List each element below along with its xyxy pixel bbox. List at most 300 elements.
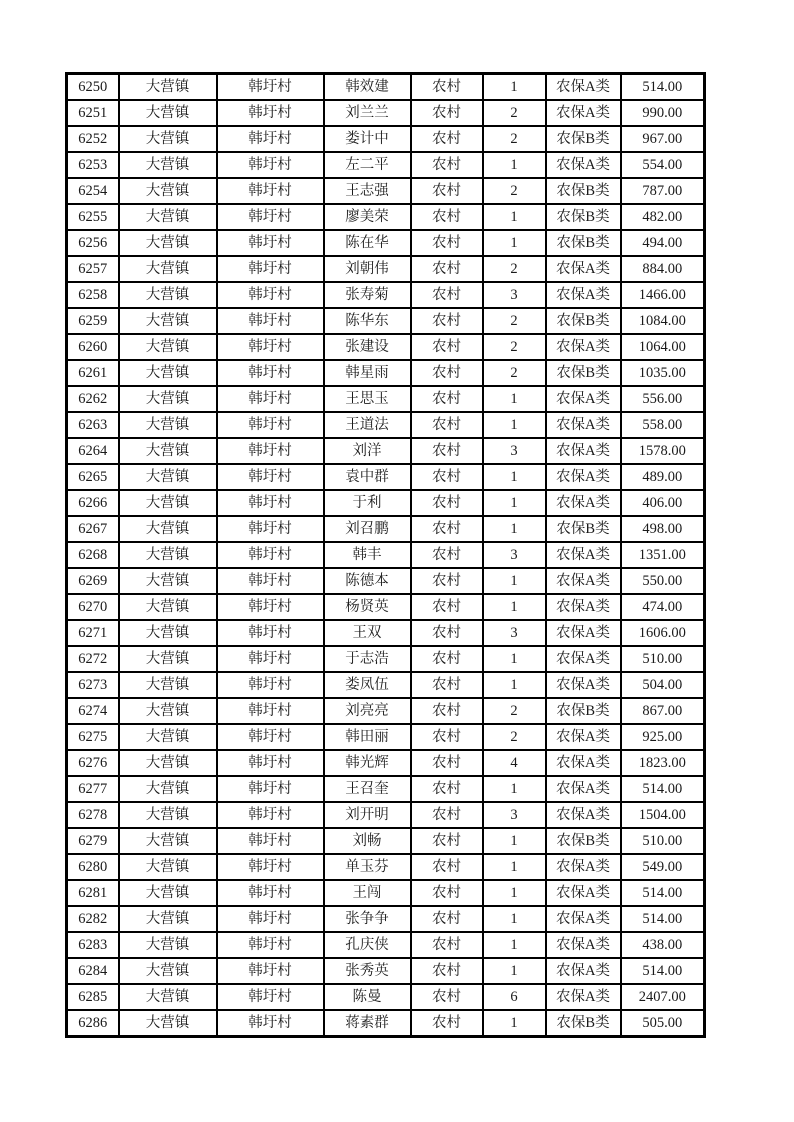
cell-amount: 884.00 — [621, 256, 705, 282]
cell-town: 大营镇 — [119, 516, 217, 542]
cell-town: 大营镇 — [119, 620, 217, 646]
cell-person-count: 1 — [483, 1010, 546, 1037]
cell-household-type: 农村 — [411, 646, 483, 672]
cell-serial-number: 6267 — [67, 516, 119, 542]
cell-village: 韩圩村 — [217, 308, 324, 334]
table-body — [67, 74, 705, 1037]
cell-household-type: 农村 — [411, 490, 483, 516]
cell-person-name: 娄凤伍 — [324, 672, 411, 698]
cell-serial-number: 6255 — [67, 204, 119, 230]
cell-town: 大营镇 — [119, 698, 217, 724]
cell-person-name: 韩光辉 — [324, 750, 411, 776]
cell-amount: 505.00 — [621, 1010, 705, 1037]
cell-amount: 514.00 — [621, 880, 705, 906]
cell-serial-number: 6256 — [67, 230, 119, 256]
cell-town: 大营镇 — [119, 984, 217, 1010]
cell-person-count: 2 — [483, 360, 546, 386]
cell-town: 大营镇 — [119, 412, 217, 438]
cell-person-name: 王闯 — [324, 880, 411, 906]
cell-town: 大营镇 — [119, 204, 217, 230]
cell-amount: 556.00 — [621, 386, 705, 412]
cell-town: 大营镇 — [119, 932, 217, 958]
cell-town: 大营镇 — [119, 178, 217, 204]
cell-person-name: 韩星雨 — [324, 360, 411, 386]
cell-person-count: 3 — [483, 620, 546, 646]
cell-household-type: 农村 — [411, 724, 483, 750]
table-row — [67, 152, 705, 178]
cell-town: 大营镇 — [119, 490, 217, 516]
cell-amount: 1084.00 — [621, 308, 705, 334]
cell-town: 大营镇 — [119, 854, 217, 880]
cell-amount: 514.00 — [621, 776, 705, 802]
cell-insurance-class: 农保A类 — [546, 464, 621, 490]
cell-person-name: 杨贤英 — [324, 594, 411, 620]
cell-amount: 1035.00 — [621, 360, 705, 386]
cell-person-name: 王召奎 — [324, 776, 411, 802]
cell-person-count: 1 — [483, 646, 546, 672]
table-row — [67, 360, 705, 386]
cell-serial-number: 6277 — [67, 776, 119, 802]
cell-household-type: 农村 — [411, 126, 483, 152]
cell-household-type: 农村 — [411, 984, 483, 1010]
cell-village: 韩圩村 — [217, 178, 324, 204]
cell-person-count: 2 — [483, 178, 546, 204]
cell-household-type: 农村 — [411, 750, 483, 776]
cell-village: 韩圩村 — [217, 828, 324, 854]
cell-town: 大营镇 — [119, 334, 217, 360]
cell-serial-number: 6279 — [67, 828, 119, 854]
cell-amount: 494.00 — [621, 230, 705, 256]
cell-person-name: 张秀英 — [324, 958, 411, 984]
cell-person-count: 1 — [483, 880, 546, 906]
table-row — [67, 1010, 705, 1037]
cell-serial-number: 6276 — [67, 750, 119, 776]
cell-serial-number: 6263 — [67, 412, 119, 438]
table-row — [67, 958, 705, 984]
cell-village: 韩圩村 — [217, 412, 324, 438]
cell-serial-number: 6261 — [67, 360, 119, 386]
cell-amount: 514.00 — [621, 74, 705, 101]
cell-town: 大营镇 — [119, 568, 217, 594]
cell-insurance-class: 农保A类 — [546, 568, 621, 594]
cell-person-count: 1 — [483, 776, 546, 802]
cell-person-count: 1 — [483, 906, 546, 932]
cell-household-type: 农村 — [411, 152, 483, 178]
cell-village: 韩圩村 — [217, 906, 324, 932]
table-row — [67, 334, 705, 360]
cell-amount: 510.00 — [621, 828, 705, 854]
cell-person-count: 1 — [483, 412, 546, 438]
cell-insurance-class: 农保B类 — [546, 126, 621, 152]
table-row — [67, 464, 705, 490]
cell-amount: 489.00 — [621, 464, 705, 490]
cell-person-count: 2 — [483, 308, 546, 334]
table-row — [67, 178, 705, 204]
cell-insurance-class: 农保B类 — [546, 308, 621, 334]
cell-person-count: 3 — [483, 438, 546, 464]
cell-person-count: 2 — [483, 126, 546, 152]
cell-person-name: 王双 — [324, 620, 411, 646]
cell-town: 大营镇 — [119, 230, 217, 256]
cell-insurance-class: 农保A类 — [546, 932, 621, 958]
cell-person-count: 1 — [483, 74, 546, 101]
cell-person-count: 2 — [483, 334, 546, 360]
cell-person-name: 左二平 — [324, 152, 411, 178]
cell-town: 大营镇 — [119, 360, 217, 386]
table-row — [67, 802, 705, 828]
cell-person-name: 于利 — [324, 490, 411, 516]
cell-person-count: 1 — [483, 932, 546, 958]
cell-person-count: 3 — [483, 542, 546, 568]
cell-serial-number: 6272 — [67, 646, 119, 672]
cell-town: 大营镇 — [119, 958, 217, 984]
cell-village: 韩圩村 — [217, 490, 324, 516]
cell-serial-number: 6253 — [67, 152, 119, 178]
cell-person-count: 2 — [483, 698, 546, 724]
cell-serial-number: 6285 — [67, 984, 119, 1010]
table-row — [67, 880, 705, 906]
cell-insurance-class: 农保A类 — [546, 542, 621, 568]
cell-town: 大营镇 — [119, 906, 217, 932]
cell-person-count: 1 — [483, 464, 546, 490]
cell-person-count: 2 — [483, 256, 546, 282]
cell-village: 韩圩村 — [217, 984, 324, 1010]
cell-town: 大营镇 — [119, 542, 217, 568]
cell-person-count: 1 — [483, 204, 546, 230]
cell-household-type: 农村 — [411, 698, 483, 724]
cell-village: 韩圩村 — [217, 958, 324, 984]
cell-insurance-class: 农保A类 — [546, 412, 621, 438]
cell-amount: 514.00 — [621, 906, 705, 932]
cell-insurance-class: 农保B类 — [546, 698, 621, 724]
cell-town: 大营镇 — [119, 724, 217, 750]
cell-town: 大营镇 — [119, 880, 217, 906]
table-row — [67, 776, 705, 802]
cell-village: 韩圩村 — [217, 386, 324, 412]
cell-household-type: 农村 — [411, 854, 483, 880]
cell-person-name: 单玉芬 — [324, 854, 411, 880]
cell-person-name: 陈在华 — [324, 230, 411, 256]
cell-town: 大营镇 — [119, 126, 217, 152]
table-row — [67, 568, 705, 594]
cell-insurance-class: 农保A类 — [546, 386, 621, 412]
table-row — [67, 724, 705, 750]
table-row — [67, 386, 705, 412]
cell-household-type: 农村 — [411, 620, 483, 646]
cell-person-name: 韩丰 — [324, 542, 411, 568]
cell-person-count: 6 — [483, 984, 546, 1010]
cell-town: 大营镇 — [119, 152, 217, 178]
cell-person-count: 1 — [483, 230, 546, 256]
cell-amount: 1466.00 — [621, 282, 705, 308]
cell-village: 韩圩村 — [217, 1010, 324, 1037]
cell-insurance-class: 农保B类 — [546, 516, 621, 542]
cell-serial-number: 6286 — [67, 1010, 119, 1037]
cell-village: 韩圩村 — [217, 516, 324, 542]
table-row — [67, 230, 705, 256]
cell-person-name: 廖美荣 — [324, 204, 411, 230]
cell-insurance-class: 农保A类 — [546, 620, 621, 646]
cell-person-name: 韩田丽 — [324, 724, 411, 750]
cell-household-type: 农村 — [411, 308, 483, 334]
cell-person-name: 袁中群 — [324, 464, 411, 490]
cell-amount: 1351.00 — [621, 542, 705, 568]
cell-amount: 867.00 — [621, 698, 705, 724]
cell-village: 韩圩村 — [217, 438, 324, 464]
cell-insurance-class: 农保A类 — [546, 152, 621, 178]
cell-serial-number: 6281 — [67, 880, 119, 906]
cell-insurance-class: 农保A类 — [546, 438, 621, 464]
cell-village: 韩圩村 — [217, 854, 324, 880]
cell-serial-number: 6270 — [67, 594, 119, 620]
table-row — [67, 100, 705, 126]
table-row — [67, 828, 705, 854]
cell-serial-number: 6262 — [67, 386, 119, 412]
cell-person-name: 张争争 — [324, 906, 411, 932]
cell-household-type: 农村 — [411, 386, 483, 412]
cell-insurance-class: 农保B类 — [546, 360, 621, 386]
cell-insurance-class: 农保A类 — [546, 724, 621, 750]
cell-serial-number: 6282 — [67, 906, 119, 932]
table-row — [67, 412, 705, 438]
cell-household-type: 农村 — [411, 802, 483, 828]
cell-amount: 990.00 — [621, 100, 705, 126]
cell-person-name: 蒋素群 — [324, 1010, 411, 1037]
cell-serial-number: 6260 — [67, 334, 119, 360]
cell-amount: 504.00 — [621, 672, 705, 698]
cell-amount: 1064.00 — [621, 334, 705, 360]
cell-amount: 554.00 — [621, 152, 705, 178]
cell-amount: 1606.00 — [621, 620, 705, 646]
cell-person-name: 张寿菊 — [324, 282, 411, 308]
cell-person-name: 孔庆侠 — [324, 932, 411, 958]
cell-household-type: 农村 — [411, 1010, 483, 1037]
cell-village: 韩圩村 — [217, 724, 324, 750]
table-row — [67, 906, 705, 932]
cell-amount: 474.00 — [621, 594, 705, 620]
cell-amount: 1504.00 — [621, 802, 705, 828]
cell-village: 韩圩村 — [217, 672, 324, 698]
cell-person-name: 张建设 — [324, 334, 411, 360]
cell-serial-number: 6265 — [67, 464, 119, 490]
table-row — [67, 126, 705, 152]
cell-person-count: 1 — [483, 854, 546, 880]
cell-amount: 510.00 — [621, 646, 705, 672]
cell-village: 韩圩村 — [217, 74, 324, 101]
cell-person-name: 于志浩 — [324, 646, 411, 672]
cell-insurance-class: 农保B类 — [546, 178, 621, 204]
cell-village: 韩圩村 — [217, 334, 324, 360]
cell-household-type: 农村 — [411, 282, 483, 308]
cell-town: 大营镇 — [119, 308, 217, 334]
cell-person-count: 1 — [483, 516, 546, 542]
cell-town: 大营镇 — [119, 74, 217, 101]
cell-town: 大营镇 — [119, 100, 217, 126]
cell-village: 韩圩村 — [217, 646, 324, 672]
cell-town: 大营镇 — [119, 802, 217, 828]
cell-serial-number: 6269 — [67, 568, 119, 594]
cell-household-type: 农村 — [411, 230, 483, 256]
cell-village: 韩圩村 — [217, 464, 324, 490]
cell-village: 韩圩村 — [217, 126, 324, 152]
cell-serial-number: 6283 — [67, 932, 119, 958]
cell-person-name: 刘朝伟 — [324, 256, 411, 282]
cell-insurance-class: 农保B类 — [546, 204, 621, 230]
table-row — [67, 854, 705, 880]
cell-person-count: 3 — [483, 802, 546, 828]
cell-village: 韩圩村 — [217, 620, 324, 646]
cell-person-name: 刘畅 — [324, 828, 411, 854]
cell-household-type: 农村 — [411, 100, 483, 126]
cell-person-name: 刘洋 — [324, 438, 411, 464]
table-row — [67, 256, 705, 282]
cell-amount: 549.00 — [621, 854, 705, 880]
cell-town: 大营镇 — [119, 1010, 217, 1037]
cell-amount: 498.00 — [621, 516, 705, 542]
cell-insurance-class: 农保A类 — [546, 74, 621, 101]
cell-serial-number: 6258 — [67, 282, 119, 308]
cell-insurance-class: 农保B类 — [546, 230, 621, 256]
cell-village: 韩圩村 — [217, 100, 324, 126]
cell-insurance-class: 农保A类 — [546, 646, 621, 672]
cell-amount: 482.00 — [621, 204, 705, 230]
table-row — [67, 620, 705, 646]
cell-serial-number: 6250 — [67, 74, 119, 101]
cell-household-type: 农村 — [411, 828, 483, 854]
cell-insurance-class: 农保A类 — [546, 854, 621, 880]
cell-amount: 514.00 — [621, 958, 705, 984]
table-row — [67, 74, 705, 101]
table-row — [67, 750, 705, 776]
table-row — [67, 984, 705, 1010]
cell-town: 大营镇 — [119, 438, 217, 464]
cell-household-type: 农村 — [411, 880, 483, 906]
cell-amount: 1578.00 — [621, 438, 705, 464]
cell-village: 韩圩村 — [217, 230, 324, 256]
cell-amount: 550.00 — [621, 568, 705, 594]
cell-person-count: 1 — [483, 568, 546, 594]
cell-insurance-class: 农保A类 — [546, 984, 621, 1010]
cell-person-count: 2 — [483, 100, 546, 126]
cell-village: 韩圩村 — [217, 256, 324, 282]
table-row — [67, 932, 705, 958]
cell-serial-number: 6278 — [67, 802, 119, 828]
cell-insurance-class: 农保B类 — [546, 1010, 621, 1037]
cell-village: 韩圩村 — [217, 750, 324, 776]
cell-insurance-class: 农保A类 — [546, 594, 621, 620]
cell-household-type: 农村 — [411, 958, 483, 984]
cell-person-count: 1 — [483, 594, 546, 620]
cell-village: 韩圩村 — [217, 542, 324, 568]
cell-insurance-class: 农保A类 — [546, 490, 621, 516]
cell-insurance-class: 农保A类 — [546, 282, 621, 308]
cell-insurance-class: 农保A类 — [546, 906, 621, 932]
cell-village: 韩圩村 — [217, 204, 324, 230]
table-row — [67, 672, 705, 698]
cell-household-type: 农村 — [411, 334, 483, 360]
cell-town: 大营镇 — [119, 750, 217, 776]
cell-person-name: 王志强 — [324, 178, 411, 204]
cell-person-count: 3 — [483, 282, 546, 308]
cell-person-count: 1 — [483, 386, 546, 412]
cell-serial-number: 6254 — [67, 178, 119, 204]
cell-person-name: 陈华东 — [324, 308, 411, 334]
cell-serial-number: 6264 — [67, 438, 119, 464]
cell-household-type: 农村 — [411, 204, 483, 230]
cell-household-type: 农村 — [411, 74, 483, 101]
cell-person-name: 韩效建 — [324, 74, 411, 101]
cell-village: 韩圩村 — [217, 880, 324, 906]
cell-town: 大营镇 — [119, 256, 217, 282]
cell-serial-number: 6252 — [67, 126, 119, 152]
cell-amount: 787.00 — [621, 178, 705, 204]
cell-town: 大营镇 — [119, 386, 217, 412]
cell-household-type: 农村 — [411, 412, 483, 438]
subsidy-table — [65, 72, 706, 1038]
table-row — [67, 282, 705, 308]
cell-village: 韩圩村 — [217, 802, 324, 828]
cell-village: 韩圩村 — [217, 568, 324, 594]
table-row — [67, 594, 705, 620]
cell-serial-number: 6284 — [67, 958, 119, 984]
cell-household-type: 农村 — [411, 932, 483, 958]
cell-serial-number: 6268 — [67, 542, 119, 568]
cell-village: 韩圩村 — [217, 594, 324, 620]
table-row — [67, 204, 705, 230]
table-row — [67, 646, 705, 672]
cell-household-type: 农村 — [411, 776, 483, 802]
cell-insurance-class: 农保A类 — [546, 100, 621, 126]
cell-town: 大营镇 — [119, 646, 217, 672]
cell-person-count: 1 — [483, 828, 546, 854]
cell-person-count: 1 — [483, 152, 546, 178]
cell-household-type: 农村 — [411, 360, 483, 386]
cell-town: 大营镇 — [119, 776, 217, 802]
cell-household-type: 农村 — [411, 256, 483, 282]
cell-insurance-class: 农保A类 — [546, 334, 621, 360]
cell-village: 韩圩村 — [217, 698, 324, 724]
cell-household-type: 农村 — [411, 594, 483, 620]
cell-insurance-class: 农保A类 — [546, 750, 621, 776]
table-row — [67, 438, 705, 464]
cell-person-name: 王思玉 — [324, 386, 411, 412]
cell-household-type: 农村 — [411, 516, 483, 542]
table-row — [67, 698, 705, 724]
cell-insurance-class: 农保A类 — [546, 256, 621, 282]
cell-town: 大营镇 — [119, 828, 217, 854]
cell-serial-number: 6251 — [67, 100, 119, 126]
cell-serial-number: 6257 — [67, 256, 119, 282]
cell-insurance-class: 农保A类 — [546, 776, 621, 802]
cell-person-name: 王道法 — [324, 412, 411, 438]
cell-person-name: 娄计中 — [324, 126, 411, 152]
cell-serial-number: 6273 — [67, 672, 119, 698]
cell-town: 大营镇 — [119, 282, 217, 308]
cell-person-name: 刘召鹏 — [324, 516, 411, 542]
cell-household-type: 农村 — [411, 672, 483, 698]
cell-serial-number: 6280 — [67, 854, 119, 880]
cell-person-count: 1 — [483, 672, 546, 698]
table-row — [67, 490, 705, 516]
cell-insurance-class: 农保A类 — [546, 958, 621, 984]
cell-village: 韩圩村 — [217, 152, 324, 178]
cell-person-name: 陈曼 — [324, 984, 411, 1010]
cell-person-count: 2 — [483, 724, 546, 750]
cell-insurance-class: 农保B类 — [546, 828, 621, 854]
cell-village: 韩圩村 — [217, 282, 324, 308]
cell-amount: 925.00 — [621, 724, 705, 750]
cell-household-type: 农村 — [411, 906, 483, 932]
